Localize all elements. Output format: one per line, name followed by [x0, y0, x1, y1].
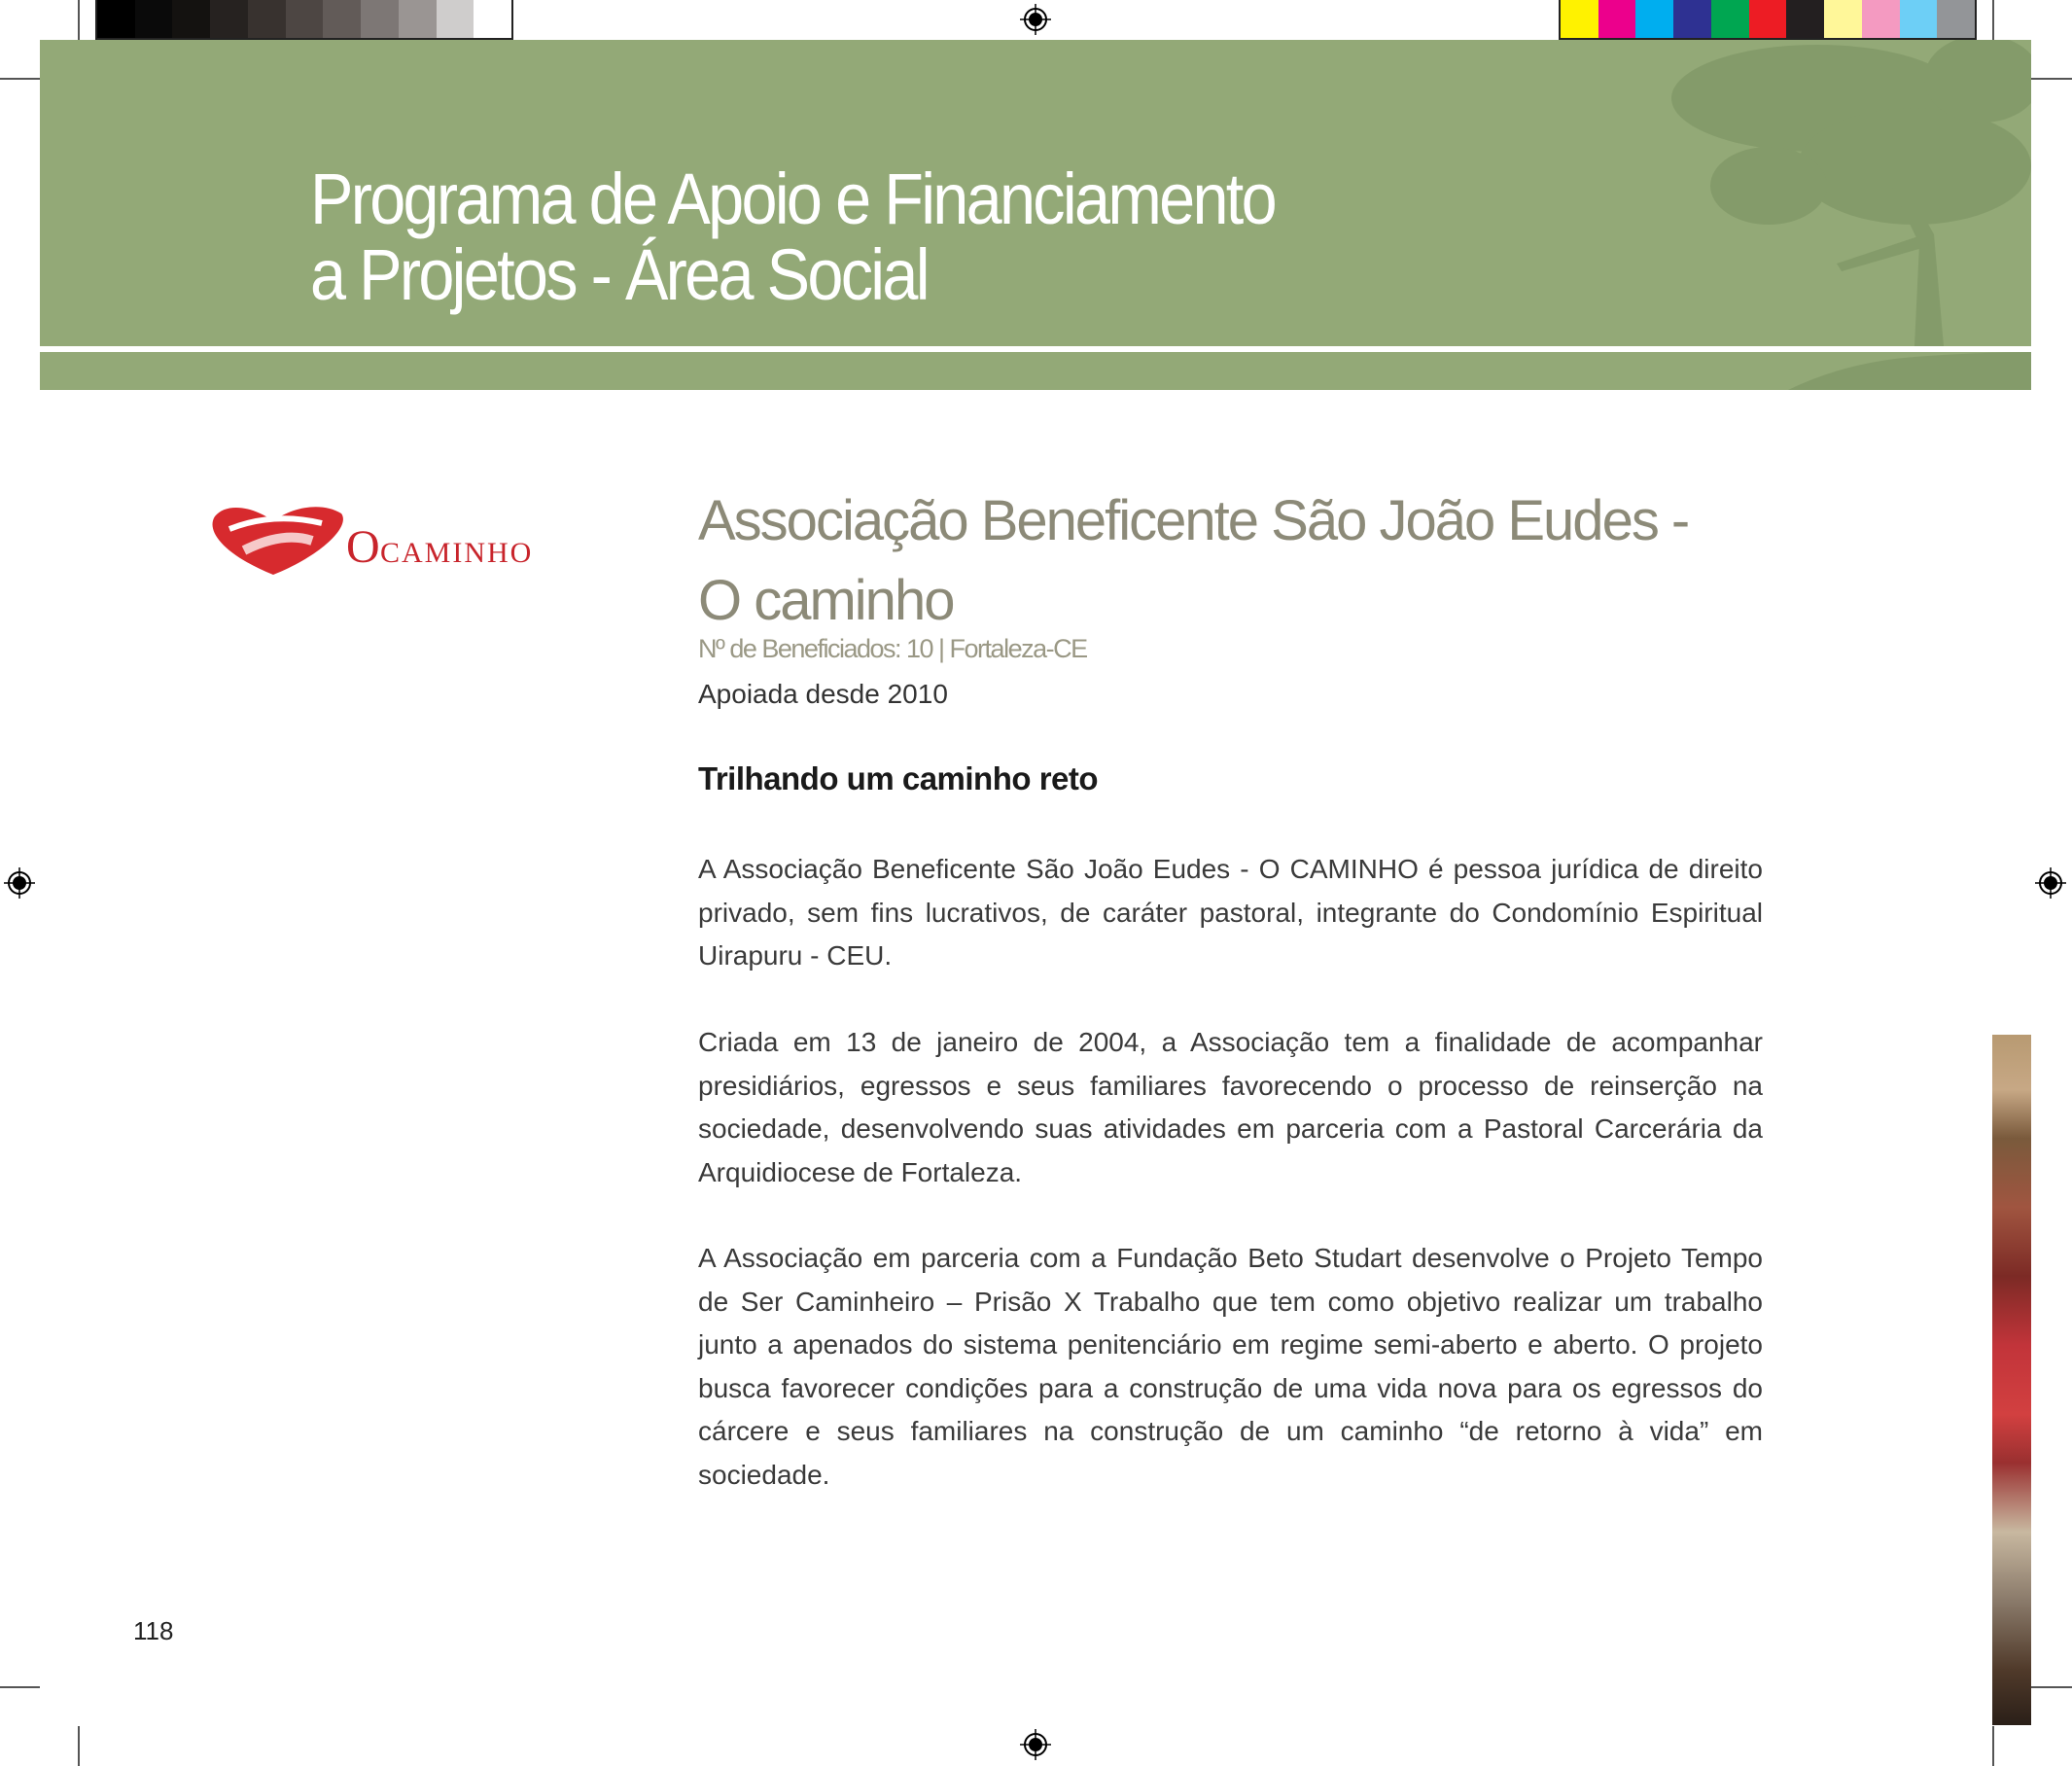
organization-name — [698, 481, 1816, 641]
adjacent-page-photo — [1992, 1035, 2031, 1725]
paragraph-2: Criada em 13 de janeiro de 2004, a Associação tem a finalidade de acompanhar presidiários, egressos e seus familiares favorecendo o processo de reinserção na sociedade, desenvolvendo suas atividades em parceria com a Pastoral Carcerária da Arquidiocese de Fortaleza. — [698, 1027, 1763, 1187]
color-swatch — [1598, 0, 1636, 38]
paragraph-3: A Associação em parceria com a Fundação Beto Studart desenvolve o Projeto Tempo de Ser Caminheiro – Prisão X Trabalho que tem como objetivo realizar um trabalho junto a apenados do sistema penitenciário em regime semi-aberto e aberto. O projeto busca favorecer condições para a construção de uma vida nova para os egressos do cárcere e seus familiares na construção de um caminho “de retorno à vida” em sociedade. — [698, 1243, 1763, 1490]
color-swatch — [1900, 0, 1938, 38]
beneficiaries-info: Nº de Beneficiados: 10 | Fortaleza-CE — [698, 634, 1087, 663]
crop-mark — [0, 1686, 40, 1688]
crop-mark — [0, 78, 40, 80]
color-swatch — [1862, 0, 1900, 38]
crop-mark — [2031, 1686, 2072, 1688]
crop-mark — [78, 0, 80, 40]
registration-mark-icon — [2035, 867, 2066, 899]
color-swatch — [437, 0, 474, 38]
color-swatch — [474, 0, 511, 38]
color-swatch — [1824, 0, 1862, 38]
svg-text:O: O — [346, 521, 380, 573]
registration-mark-icon — [4, 867, 35, 899]
color-swatch — [135, 0, 173, 38]
color-swatch — [323, 0, 361, 38]
crop-mark — [1992, 1726, 1994, 1766]
color-swatch — [361, 0, 399, 38]
supported-since: Apoiada desde 2010 — [698, 679, 948, 709]
organization-name-line2: O caminho — [698, 569, 954, 632]
color-swatch — [1561, 0, 1598, 38]
color-swatch — [1673, 0, 1711, 38]
color-swatch — [1937, 0, 1975, 38]
color-swatch — [97, 0, 135, 38]
process-color-bar — [1559, 0, 1977, 40]
o-caminho-logo — [205, 502, 609, 578]
article-subtitle: Trilhando um caminho reto — [698, 760, 1099, 796]
color-swatch — [210, 0, 248, 38]
tree-silhouette-icon — [1594, 40, 2031, 346]
page-title-line2: a Projetos - Área Social — [310, 234, 928, 315]
color-swatch — [172, 0, 210, 38]
color-swatch — [248, 0, 286, 38]
crop-mark — [78, 1726, 80, 1766]
page-number: 118 — [133, 1616, 174, 1645]
page-title-line1: Programa de Apoio e Financiamento — [310, 159, 1275, 239]
crop-mark — [2031, 78, 2072, 80]
crop-mark — [1992, 0, 1994, 40]
registration-mark-icon — [1020, 4, 1051, 35]
color-swatch — [399, 0, 437, 38]
header-band — [40, 352, 2031, 390]
page-title — [310, 161, 1275, 313]
foliage-icon — [1788, 352, 2031, 390]
grayscale-color-bar — [95, 0, 513, 40]
registration-mark-icon — [1020, 1729, 1051, 1760]
paragraph-1: A Associação Beneficente São João Eudes - O CAMINHO é pessoa jurídica de direito privado, sem fins lucrativos, de caráter pastoral, integrante do Condomínio Espiritual Uirapuru - CEU. — [698, 854, 1763, 971]
color-swatch — [286, 0, 324, 38]
organization-name-line1: Associação Beneficente São João Eudes - — [698, 489, 1689, 552]
header-banner — [40, 40, 2031, 346]
color-swatch — [1786, 0, 1824, 38]
color-swatch — [1711, 0, 1749, 38]
color-swatch — [1635, 0, 1673, 38]
color-swatch — [1749, 0, 1787, 38]
svg-text:CAMINHO: CAMINHO — [380, 537, 534, 569]
